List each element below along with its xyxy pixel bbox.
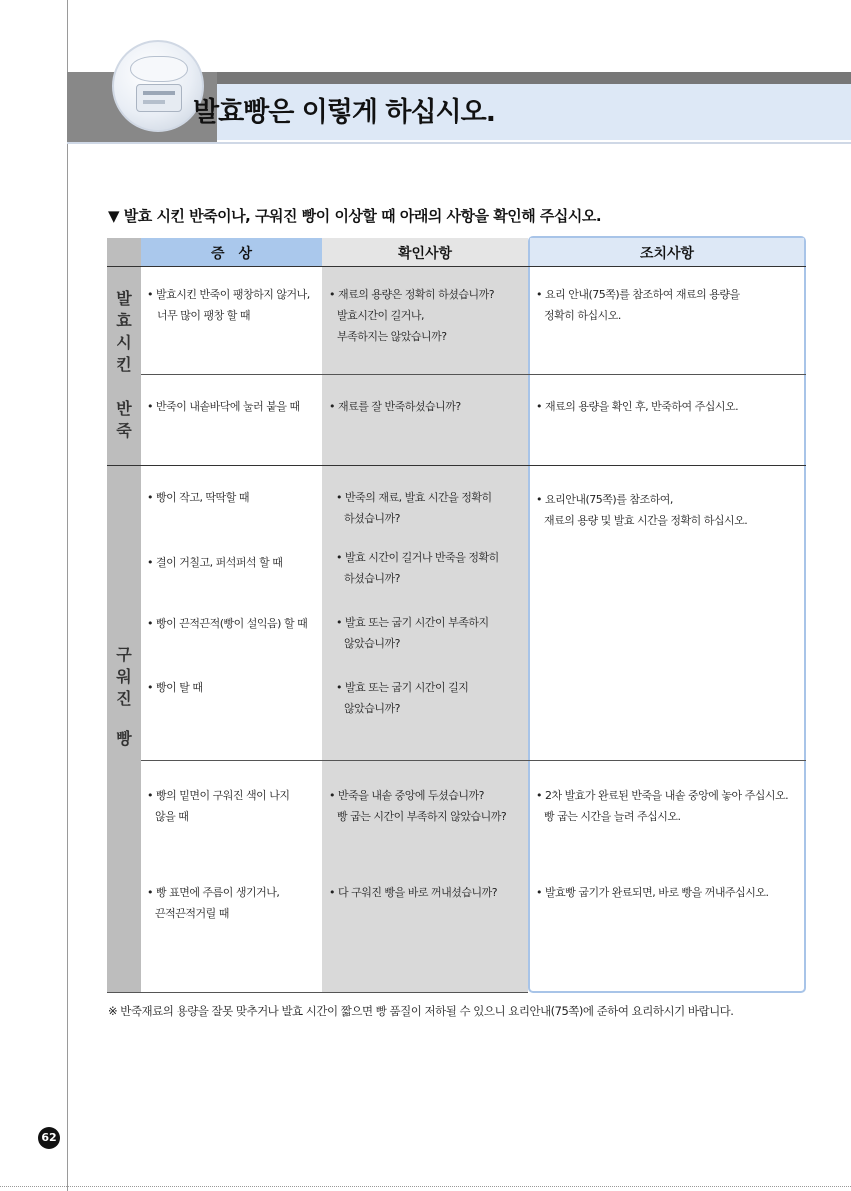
- group-label-baked-bread: 구 워 진 빵: [116, 645, 132, 748]
- action-cell: • 발효빵 굽기가 완료되면, 바로 빵을 꺼내주십시오.: [536, 886, 769, 899]
- action-cell: • 요리안내(75쪽)를 참조하여, 재료의 용량 및 발효 시간을 정확히 하십시오.: [536, 493, 748, 527]
- header-divider: [107, 266, 806, 267]
- symptom-cell: • 발효시킨 반죽이 팽창하지 않거나, 너무 많이 팽창 할 때: [147, 288, 310, 322]
- symptom-cell: • 빵 표면에 주름이 생기거나, 끈적끈적거릴 때: [147, 886, 280, 920]
- check-cell: • 재료의 용량은 정확히 하셨습니까? 발효시간이 길거나, 부족하지는 않았습니까?: [329, 288, 495, 343]
- page-number: 62: [38, 1127, 60, 1149]
- header-check: 확인사항: [397, 246, 453, 262]
- action-column: [528, 236, 806, 993]
- header-symptom: 증 상: [210, 246, 253, 262]
- footnote: ※ 반죽재료의 용량을 잘못 맞추거나 발효 시간이 짧으면 빵 품질이 저하될 수 있으니 요리안내(75쪽)에 준하여 요리하시기 바랍니다.: [108, 1004, 734, 1018]
- check-cell: • 반죽의 재료, 발효 시간을 정확히 하셨습니까?: [336, 491, 492, 525]
- header-action: 조치사항: [639, 246, 695, 262]
- cooker-control-panel: [136, 84, 182, 112]
- rice-cooker-image: [112, 40, 204, 132]
- title-band-topline: [217, 72, 851, 84]
- page-title: 발효빵은 이렇게 하십시오.: [193, 97, 495, 128]
- symptom-cell: • 빵의 밑면이 구워진 색이 나지 않을 때: [147, 789, 290, 823]
- check-cell: • 다 구워진 빵을 바로 꺼내셨습니까?: [329, 886, 498, 899]
- symptom-cell: • 빵이 작고, 딱딱할 때: [147, 491, 249, 504]
- table-bottom-line: [107, 992, 528, 993]
- check-cell: • 발효 또는 굽기 시간이 부족하지 않았습니까?: [336, 616, 489, 650]
- margin-rule: [67, 0, 68, 1191]
- action-cell: • 요리 안내(75쪽)를 참조하여 재료의 용량을 정확히 하십시오.: [536, 288, 740, 322]
- symptom-cell: • 반죽이 내솥바닥에 눌러 붙을 때: [147, 400, 300, 413]
- title-band-underline: [67, 142, 851, 144]
- cooker-lid: [130, 56, 188, 82]
- symptom-cell: • 빵이 끈적끈적(빵이 설익음) 할 때: [147, 617, 308, 630]
- check-cell: • 발효 시간이 길거나 반죽을 정확히 하셨습니까?: [336, 551, 499, 585]
- check-cell: • 반죽을 내솥 중앙에 두셨습니까? 빵 굽는 시간이 부족하지 않았습니까?: [329, 789, 507, 823]
- action-cell: • 재료의 용량을 확인 후, 반죽하여 주십시오.: [536, 400, 739, 413]
- group-label-fermented-dough: 발 효 시 킨 반 죽: [116, 289, 132, 440]
- row-divider: [141, 760, 806, 761]
- group-divider: [107, 465, 806, 466]
- intro-instruction: ▼ 발효 시킨 반죽이나, 구워진 빵이 이상할 때 아래의 사항을 확인해 주십시오.: [108, 207, 602, 225]
- check-cell: • 발효 또는 굽기 시간이 길지 않았습니까?: [336, 681, 469, 715]
- symptom-cell: • 결이 거칠고, 퍼석퍼석 할 때: [147, 556, 283, 569]
- row-divider: [141, 374, 806, 375]
- bottom-dotted-line: [0, 1186, 851, 1187]
- action-cell: • 2차 발효가 완료된 반죽을 내솥 중앙에 놓아 주십시오. 빵 굽는 시간을 늘려 주십시오.: [536, 789, 789, 823]
- check-cell: • 재료를 잘 반죽하셨습니까?: [329, 400, 461, 413]
- symptom-cell: • 빵이 탈 때: [147, 681, 203, 694]
